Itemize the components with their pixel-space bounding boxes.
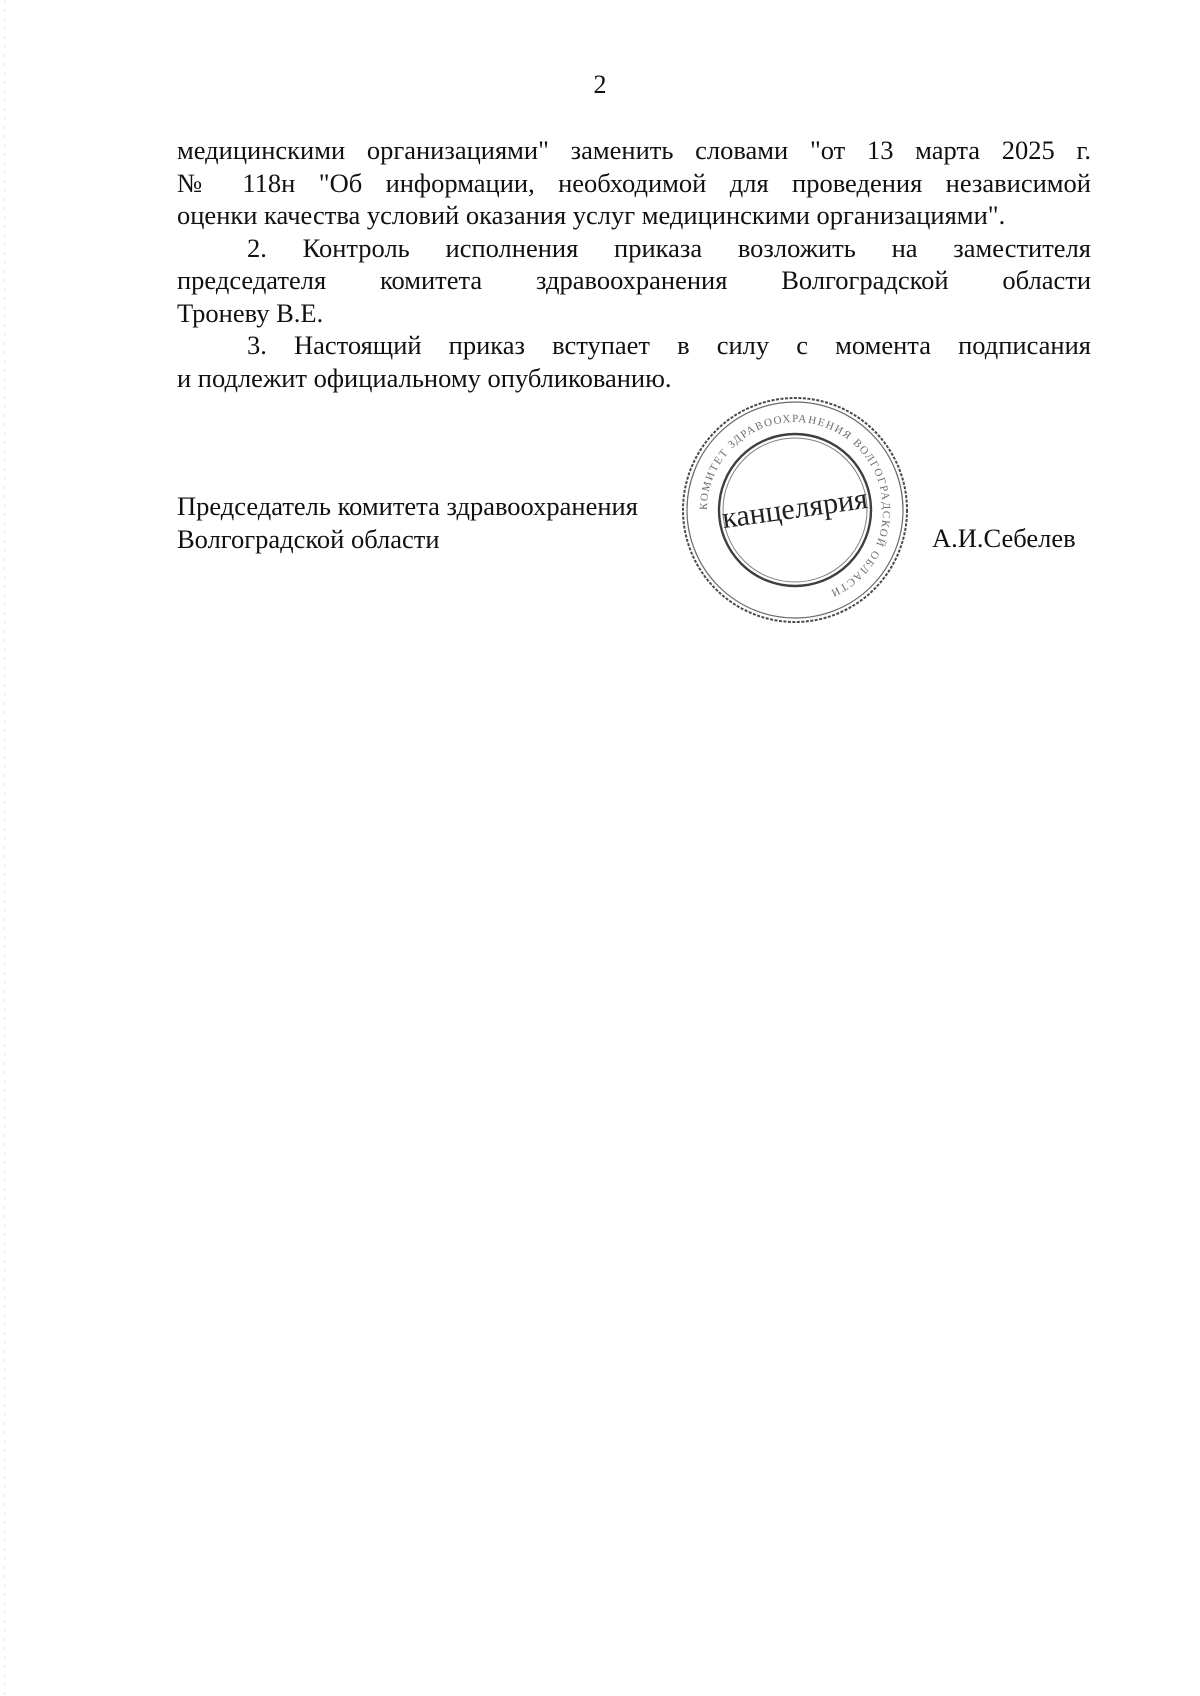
- text-line: 2. Контроль исполнения приказа возложить на заместителя: [247, 232, 1091, 263]
- signatory-position-line: Председатель комитета здравоохранения: [177, 491, 638, 521]
- text-line: № 118н "Об информации, необходимой для проведения независимой: [177, 167, 1091, 198]
- signatory-name: А.И.Себелев: [932, 523, 1076, 553]
- document-body: [177, 134, 1091, 394]
- scan-edge-artifact: [4, 0, 5, 1696]
- office-stamp-seal: [675, 390, 915, 630]
- stamp-ring-text: КОМИТЕТ ЗДРАВООХРАНЕНИЯ ВОЛГОГРАДСКОЙ ОБЛАСТИ: [697, 412, 893, 600]
- text-line: и подлежит официальному опубликованию.: [177, 362, 672, 393]
- text-line: 3. Настоящий приказ вступает в силу с момента подписания: [247, 330, 1091, 360]
- text-line: Троневу В.Е.: [177, 297, 324, 328]
- signatory-position: [177, 490, 638, 555]
- paragraph-2: [177, 232, 1091, 330]
- paragraph-1: [177, 134, 1091, 232]
- paragraph-3: [177, 329, 1091, 394]
- stamp-center-text: канцелярия: [719, 481, 870, 536]
- signatory-position-line: Волгоградской области: [177, 523, 440, 554]
- text-line: председателя комитета здравоохранения Волгоградской области: [177, 265, 1091, 295]
- text-line: медицинскими организациями" заменить словами "от 13 марта 2025 г.: [177, 135, 1091, 165]
- text-line: оценки качества условий оказания услуг медицинскими организациями".: [177, 200, 1006, 230]
- page-number: 2: [593, 70, 607, 99]
